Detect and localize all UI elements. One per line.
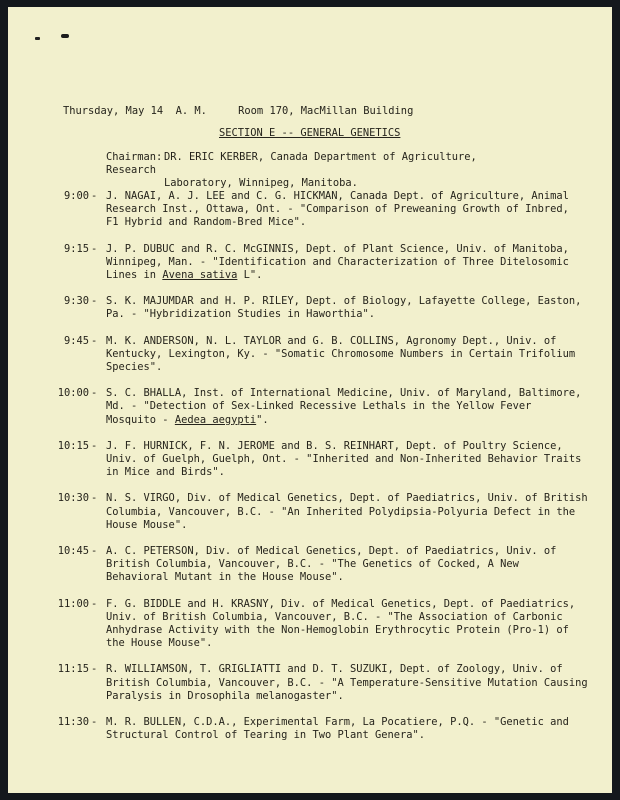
entry-text (106, 334, 576, 375)
entry-line: in Mice and Birds". (106, 466, 225, 479)
entry-time: 9:15 (63, 242, 89, 255)
chairman-line-1: DR. ERIC KERBER, Canada Department of Agriculture, Research (106, 151, 477, 176)
entry-line: N. S. VIRGO, Div. of Medical Genetics, Dept. of Paediatrics, Univ. of British (106, 492, 588, 505)
entry-text (106, 597, 576, 651)
entry-line-part: ". (256, 413, 269, 426)
entry-text (106, 190, 569, 230)
chairman-block (106, 151, 506, 190)
entry-line: R. WILLIAMSON, T. GRIGLIATTI and D. T. SUZUKI, Dept. of Zoology, Univ. of (106, 663, 563, 676)
entry-line: A. C. PETERSON, Div. of Medical Genetics, Dept. of Paediatrics, Univ. of (106, 545, 557, 558)
entry-time: 11:00 (57, 597, 89, 610)
entry-text (106, 295, 582, 321)
entry-time: 9:45 (63, 334, 89, 347)
entry-line: Columbia, Vancouver, B.C. - "An Inherited Polydipsia-Polyuria Defect in the (106, 505, 576, 518)
entry-line: S. K. MAJUMDAR and H. P. RILEY, Dept. of Biology, Lafayette College, Easton, (106, 295, 582, 308)
entry-time: 10:30 (57, 492, 89, 505)
entry-line: S. C. BHALLA, Inst. of International Medicine, Univ. of Maryland, Baltimore, (106, 387, 582, 400)
program-entry: 10:15 - J. F. HURNICK, F. N. JEROME and B. S. REINHART, Dept. of Poultry Science, Univ. of Guelph, Guelph, Ont. - "Inherited and Non-Inherited Behavior Traits in Mice and Birds". (8, 440, 612, 480)
entry-line-part: Mosquito - (106, 413, 175, 426)
entry-line-part: Lines in (106, 269, 163, 282)
program-entry: 11:00 - F. G. BIDDLE and H. KRASNY, Div. of Medical Genetics, Dept. of Paediatrics, Univ. of British Columbia, Vancouver, B.C. - "The Association of Carbonic Anhydrase Activity with the Non-Hemoglobin Erythrocytic Protein (Pro-1) of the House Mouse". (8, 598, 612, 651)
entry-line: Paralysis in Drosophila melanogaster". (106, 689, 344, 702)
entry-line: F1 Hybrid and Random-Bred Mice". (106, 216, 307, 229)
entry-line-mixed (106, 414, 546, 427)
program-entry: 10:30 - N. S. VIRGO, Div. of Medical Genetics, Dept. of Paediatrics, Univ. of British Columbia, Vancouver, B.C. - "An Inherited Polydipsia-Polyuria Defect in the House Mouse". (8, 492, 612, 532)
entry-line-mixed (106, 269, 546, 282)
program-entry: 10:45 - A. C. PETERSON, Div. of Medical Genetics, Dept. of Paediatrics, Univ. of British Columbia, Vancouver, B.C. - "The Genetics of Cocked, A New Behavioral Mutant in the House Mouse". (8, 545, 612, 585)
program-entry: 9:15 - J. P. DUBUC and R. C. McGINNIS, Dept. of Plant Science, Univ. of Manitoba, Winnipeg, Man. - "Identification and Characterization of Three Ditelosomic Lines in Avena sativa L". (8, 243, 612, 283)
entry-line: Behavioral Mutant in the House Mouse". (106, 571, 344, 584)
program-entry: 9:30 - S. K. MAJUMDAR and H. P. RILEY, Dept. of Biology, Lafayette College, Easton, Pa. - "Hybridization Studies in Haworthia". (8, 295, 612, 321)
entry-time: 11:30 (57, 716, 89, 729)
chairman-line-2: Laboratory, Winnipeg, Manitoba. (164, 177, 358, 189)
chairman-label: Chairman: (106, 151, 163, 163)
entry-text (106, 545, 557, 585)
entry-line: Univ. of British Columbia, Vancouver, B.C. - "The Association of Carbonic (106, 610, 563, 623)
entry-text (106, 439, 582, 480)
document-page (8, 7, 612, 793)
species-name: Aedea aegypti (174, 413, 257, 426)
ink-speck (35, 37, 40, 40)
entry-line: J. P. DUBUC and R. C. McGINNIS, Dept. of Plant Science, Univ. of Manitoba, (106, 242, 569, 255)
entry-line: Md. - "Detection of Sex-Linked Recessive Lethals in the Yellow Fever (106, 400, 532, 413)
entry-line: the House Mouse". (106, 637, 213, 650)
entry-line: British Columbia, Vancouver, B.C. - "The Genetics of Cocked, A New (106, 558, 519, 571)
entry-time: 10:15 (57, 439, 89, 452)
entry-line: J. F. HURNICK, F. N. JEROME and B. S. REINHART, Dept. of Poultry Science, (106, 439, 563, 452)
entry-line: F. G. BIDDLE and H. KRASNY, Div. of Medical Genetics, Dept. of Paediatrics, (106, 597, 576, 610)
entry-line: M. R. BULLEN, C.D.A., Experimental Farm, La Pocatiere, P.Q. - "Genetic and (106, 716, 569, 729)
program-entries (8, 190, 612, 756)
entry-text (106, 716, 569, 742)
session-header: Thursday, May 14 A. M. Room 170, MacMillan Building (63, 105, 414, 117)
entry-line: Species". (106, 361, 163, 374)
entry-line: Structural Control of Tearing in Two Plant Genera". (106, 729, 426, 742)
entry-line: House Mouse". (106, 518, 188, 531)
entry-line: Pa. - "Hybridization Studies in Haworthia". (106, 308, 375, 321)
entry-line: British Columbia, Vancouver, B.C. - "A Temperature-Sensitive Mutation Causing (106, 676, 588, 689)
program-entry: 11:30 - M. R. BULLEN, C.D.A., Experimental Farm, La Pocatiere, P.Q. - "Genetic and Structural Control of Tearing in Two Plant Genera". (8, 716, 612, 742)
entry-line: J. NAGAI, A. J. LEE and C. G. HICKMAN, Canada Dept. of Agriculture, Animal (106, 190, 569, 202)
entry-time: 10:45 (57, 545, 89, 558)
program-entry: 11:15 - R. WILLIAMSON, T. GRIGLIATTI and D. T. SUZUKI, Dept. of Zoology, Univ. of British Columbia, Vancouver, B.C. - "A Temperature-Sensitive Mutation Causing Paralysis in Drosophila melanogaster". (8, 663, 612, 703)
species-name: Avena sativa (162, 269, 238, 282)
program-entry: 9:00 - J. NAGAI, A. J. LEE and C. G. HICKMAN, Canada Dept. of Agriculture, Animal Research Inst., Ottawa, Ont. - "Comparison of Preweaning Growth of Inbred, F1 Hybrid and Random-Bred Mice". (8, 190, 612, 230)
section-title: SECTION E -- GENERAL GENETICS (219, 127, 401, 139)
entry-text (106, 492, 588, 532)
entry-line-part: L". (237, 269, 263, 282)
entry-line: Anhydrase Activity with the Non-Hemoglobin Erythrocytic Protein (Pro-1) of (106, 624, 569, 637)
entry-text (106, 242, 569, 283)
entry-text (106, 663, 588, 703)
entry-line: M. K. ANDERSON, N. L. TAYLOR and G. B. COLLINS, Agronomy Dept., Univ. of (106, 334, 557, 347)
program-entry: 9:45 - M. K. ANDERSON, N. L. TAYLOR and G. B. COLLINS, Agronomy Dept., Univ. of Kentucky, Lexington, Ky. - "Somatic Chromosome Numbers in Certain Trifolium Species". (8, 335, 612, 375)
program-entry: 10:00 - S. C. BHALLA, Inst. of International Medicine, Univ. of Maryland, Baltimore, Md. - "Detection of Sex-Linked Recessive Lethals in the Yellow Fever Mosquito - Aedea aegypti". (8, 387, 612, 427)
entry-line: Kentucky, Lexington, Ky. - "Somatic Chromosome Numbers in Certain Trifolium (106, 347, 576, 360)
entry-time: 9:30 (63, 295, 89, 308)
entry-line: Univ. of Guelph, Guelph, Ont. - "Inherited and Non-Inherited Behavior Traits (106, 453, 582, 466)
entry-time: 9:00 (63, 190, 89, 202)
entry-time: 10:00 (57, 387, 89, 400)
entry-line: Research Inst., Ottawa, Ont. - "Comparison of Preweaning Growth of Inbred, (106, 203, 569, 216)
entry-line: Winnipeg, Man. - "Identification and Characterization of Three Ditelosomic (106, 255, 569, 268)
entry-time: 11:15 (57, 663, 89, 676)
entry-text (106, 387, 582, 427)
ink-mark (61, 34, 69, 38)
